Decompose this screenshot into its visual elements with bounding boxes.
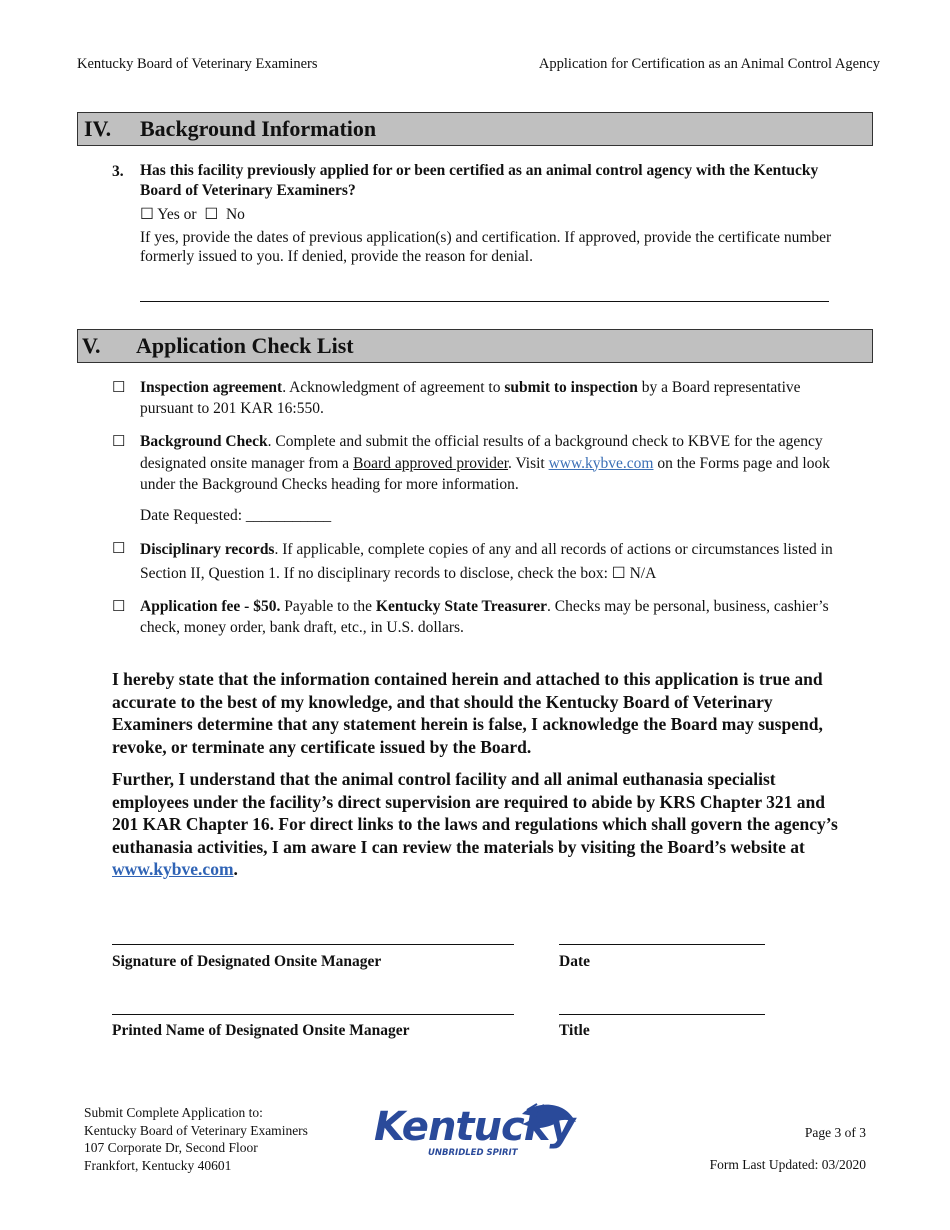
yes-label: Yes or xyxy=(157,206,197,223)
printed-name-label: Printed Name of Designated Onsite Manager xyxy=(112,1022,410,1039)
signature-line[interactable] xyxy=(112,944,514,945)
no-label: No xyxy=(225,206,245,223)
no-checkbox[interactable]: ☐ xyxy=(204,206,219,223)
title-line[interactable] xyxy=(559,1014,765,1015)
yes-checkbox[interactable]: ☐ xyxy=(140,206,154,223)
checklist-item-disciplinary: Disciplinary records. If applicable, complete copies of any and all records of actions or circumstances listed in Section II, Question 1. If no disciplinary records to disclose, check the box: ☐ N/A xyxy=(140,541,833,582)
section-iv-header xyxy=(77,112,873,146)
form-updated: Form Last Updated: 03/2020 xyxy=(709,1157,866,1172)
section-number: V. xyxy=(82,333,101,358)
signature-label: Signature of Designated Onsite Manager xyxy=(112,953,382,970)
answer-line[interactable] xyxy=(140,301,829,302)
page-number: Page 3 of 3 xyxy=(804,1125,866,1140)
date-line[interactable] xyxy=(559,944,765,945)
attestation-paragraph-1: I hereby state that the information contained herein and attached to this application is true and accurate to the best of my knowledge, and that should the Kentucky Board of Veterinary Examiners determine that any statement herein is false, I acknowledge the Board may suspend, revoke, or terminate any certificate issued by the Board. xyxy=(112,669,823,757)
section-title: Application Check List xyxy=(136,333,354,358)
attestation-paragraph-2: Further, I understand that the animal control facility and all animal euthanasia specialist employees under the facility’s direct supervision are required to abide by KRS Chapter 321 and 201 KAR Chapter 16. For direct links to the laws and regulations which shall govern the agency’s euthanasia activities, I am aware I can review the materials by visiting the Board’s website at www.kybve.com. xyxy=(112,769,838,879)
kybve-link[interactable]: www.kybve.com xyxy=(548,454,654,472)
checklist-checkbox-background[interactable]: ☐ xyxy=(112,434,126,450)
logo-wordmark: Kentucky xyxy=(374,1104,575,1150)
header-right: Application for Certification as an Animal Control Agency xyxy=(538,56,880,72)
checklist-item-fee: Application fee - $50. Payable to the Kentucky State Treasurer. Checks may be personal, business, cashier’s check, money order, bank draft, etc., in U.S. dollars. xyxy=(140,598,829,636)
printed-name-line[interactable] xyxy=(112,1014,514,1015)
checklist-item-background: Background Check. Complete and submit the official results of a background check to KBVE for the agency designated onsite manager from a Board approved provider. Visit www.kybve.com on the Forms page and look under the Background Checks heading for more information. xyxy=(140,433,830,493)
section-number: IV. xyxy=(84,116,112,141)
question-text: Has this facility previously applied for or been certified as an animal control agency with the Kentucky Board of Veterinary Examiners? xyxy=(140,162,819,199)
kentucky-logo xyxy=(372,1100,582,1164)
mailing-address: Submit Complete Application to: Kentucky Board of Veterinary Examiners 107 Corporate Dr, Second Floor Frankfort, Kentucky 40601 xyxy=(84,1105,308,1173)
section-v-header xyxy=(77,329,873,363)
header-left: Kentucky Board of Veterinary Examiners xyxy=(77,56,318,72)
checklist-checkbox-inspection[interactable]: ☐ xyxy=(112,380,126,396)
checklist-item-inspection: Inspection agreement. Acknowledgment of agreement to submit to inspection by a Board representative pursuant to 201 KAR 16:550. xyxy=(140,379,801,417)
checklist-checkbox-fee[interactable]: ☐ xyxy=(112,599,126,615)
title-label: Title xyxy=(559,1022,590,1039)
section-title: Background Information xyxy=(140,116,377,141)
na-checkbox[interactable]: ☐ xyxy=(611,565,626,582)
checklist-checkbox-disciplinary[interactable]: ☐ xyxy=(112,541,126,557)
date-requested[interactable]: Date Requested: ___________ xyxy=(140,507,332,524)
yes-no-options xyxy=(140,204,245,225)
kybve-link[interactable]: www.kybve.com xyxy=(112,859,234,879)
date-label: Date xyxy=(559,953,590,970)
logo-tagline: UNBRIDLED SPIRIT xyxy=(428,1148,518,1158)
question-number: 3. xyxy=(112,163,124,180)
instructions-text: If yes, provide the dates of previous application(s) and certification. If approved, provide the certificate number formerly issued to you. If denied, provide the reason for denial. xyxy=(140,229,832,265)
